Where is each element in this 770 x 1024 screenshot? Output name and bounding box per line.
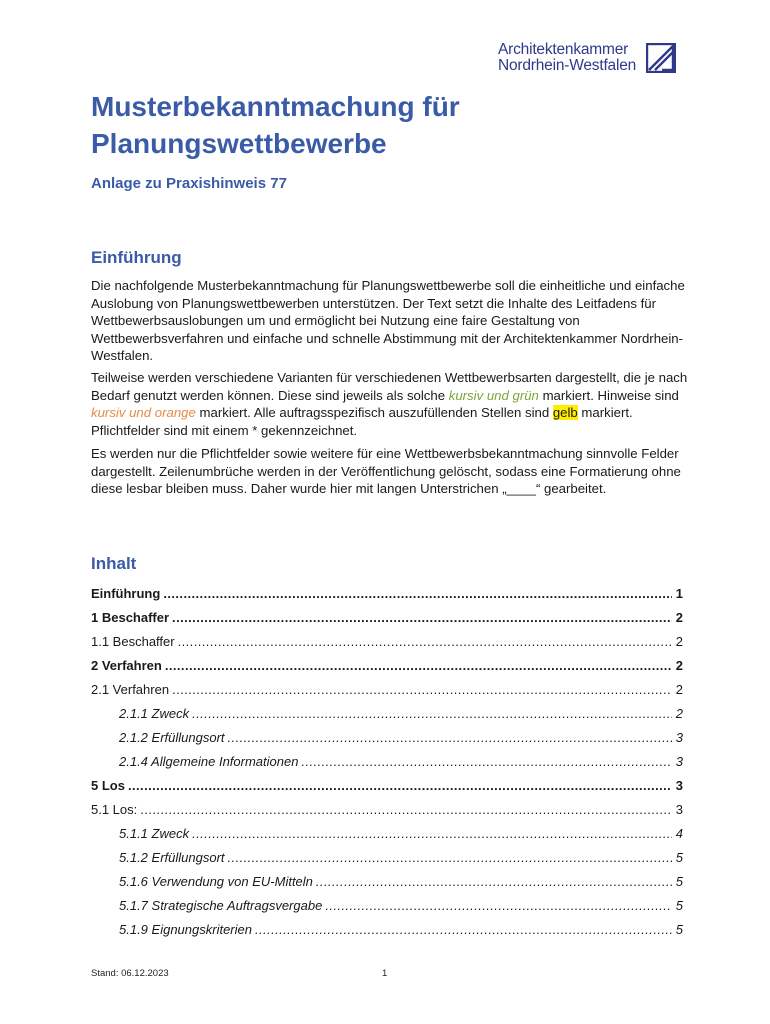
toc-entry-page: 2 <box>675 634 683 649</box>
toc-leader-dots <box>301 754 671 770</box>
toc-entry-label: 1.1 Beschaffer <box>91 634 175 649</box>
toc-leader-dots <box>163 586 671 602</box>
toc-entry[interactable] <box>91 654 683 678</box>
toc-entry-page: 4 <box>675 826 683 841</box>
toc-entry[interactable] <box>91 750 683 774</box>
toc-leader-dots <box>178 634 672 650</box>
toc-entry-label: 5.1.7 Strategische Auftragsvergabe <box>119 898 323 913</box>
toc-entry[interactable] <box>91 726 683 750</box>
toc-entry-page: 3 <box>675 802 683 817</box>
p2-yellow-text: gelb <box>552 405 578 421</box>
footer-date: Stand: 06.12.2023 <box>91 968 169 979</box>
toc-leader-dots <box>228 730 672 746</box>
toc-entry-label: 2 Verfahren <box>91 658 162 673</box>
toc-entry[interactable] <box>91 630 683 654</box>
p2-text-d: markiert. Pflichtfelder sind mit einem * gekennzeichnet. <box>91 405 633 438</box>
toc-entry[interactable] <box>91 894 683 918</box>
toc-entry-label: 5.1.1 Zweck <box>119 826 190 841</box>
toc-entry-page: 2 <box>675 706 683 721</box>
toc-entry[interactable] <box>91 918 683 942</box>
toc-leader-dots <box>192 706 672 722</box>
toc-entry-page: 5 <box>675 898 683 913</box>
intro-paragraph-1: Die nachfolgende Musterbekanntmachung für Planungswettbewerbe soll die einheitliche und einfache Auslobung von Planungswettbewerben unterstützen. Der Text setzt die Inhalte des Leitfadens für Wettbewerbsauslobungen um und ermöglicht bei Nutzung eine faire Gestaltung von Wettbewerbsverfahren und einfache und schnelle Abstimmung mit der Architektenkammer Nordrhein-Westfalen. <box>91 278 685 364</box>
toc-entry[interactable] <box>91 798 683 822</box>
toc-entry-page: 1 <box>675 586 683 601</box>
toc-leader-dots <box>140 802 672 818</box>
toc-entry[interactable] <box>91 582 683 606</box>
p2-text-b: markiert. Hinweise sind <box>538 387 679 403</box>
logo <box>498 42 682 76</box>
logo-text <box>498 42 636 74</box>
toc-entry-page: 5 <box>675 922 683 937</box>
toc-entry-label: 5.1.6 Verwendung von EU-Mitteln <box>119 874 313 889</box>
footer-page-number: 1 <box>382 968 388 979</box>
table-of-contents <box>91 582 683 942</box>
toc-entry-page: 5 <box>675 850 683 865</box>
toc-entry-page: 5 <box>675 874 683 889</box>
toc-leader-dots <box>255 922 672 938</box>
toc-leader-dots <box>172 610 672 626</box>
toc-entry-page: 3 <box>675 730 683 745</box>
toc-entry[interactable] <box>91 774 683 798</box>
intro-heading: Einführung <box>91 248 182 267</box>
toc-entry-label: 1 Beschaffer <box>91 610 170 625</box>
toc-entry[interactable] <box>91 870 683 894</box>
toc-entry-page: 3 <box>675 778 683 793</box>
p2-green-text: kursiv und grün <box>448 387 539 403</box>
toc-entry-label: 5.1.2 Erfüllungsort <box>119 850 225 865</box>
toc-leader-dots <box>325 898 671 914</box>
toc-entry[interactable] <box>91 702 683 726</box>
toc-entry-label: 2.1.4 Allgemeine Informationen <box>119 754 299 769</box>
toc-entry-page: 2 <box>675 658 683 673</box>
p2-orange-text: kursiv und orange <box>91 405 196 421</box>
intro-paragraph-3: Es werden nur die Pflichtfelder sowie weitere für eine Wettbewerbsbekanntmachung sinnvolle Felder dargestellt. Zeilenumbrüche werden in der Veröffentlichung gelöscht, sodass eine Formatierung ohne diese lesbar bleiben muss. Daher wurde hier mit langen Unterstrichen „____“ gearbeitet. <box>91 446 681 497</box>
page-title: Musterbekanntmachung für Planungswettbewerbe <box>91 91 460 159</box>
toc-entry-page: 3 <box>675 754 683 769</box>
toc-entry[interactable] <box>91 678 683 702</box>
toc-entry-page: 2 <box>675 610 683 625</box>
logo-line-2: Nordrhein-Westfalen <box>498 57 637 74</box>
toc-entry-page: 2 <box>675 682 683 697</box>
toc-entry[interactable] <box>91 846 683 870</box>
toc-entry[interactable] <box>91 822 683 846</box>
toc-leader-dots <box>228 850 672 866</box>
toc-leader-dots <box>165 658 672 674</box>
toc-leader-dots <box>192 826 672 842</box>
toc-leader-dots <box>128 778 672 794</box>
toc-entry-label: 5.1 Los: <box>91 802 138 817</box>
toc-entry-label: Einführung <box>91 586 161 601</box>
toc-leader-dots <box>172 682 672 698</box>
p2-text-c: markiert. Alle auftragsspezifisch auszufüllenden Stellen sind <box>195 405 553 421</box>
toc-entry[interactable] <box>91 606 683 630</box>
toc-entry-label: 2.1.2 Erfüllungsort <box>119 730 225 745</box>
page-subtitle: Anlage zu Praxishinweis 77 <box>91 175 287 192</box>
toc-heading: Inhalt <box>91 554 137 573</box>
chamber-logo-icon <box>646 43 676 73</box>
toc-entry-label: 2.1.1 Zweck <box>119 706 190 721</box>
toc-entry-label: 2.1 Verfahren <box>91 682 170 697</box>
intro-paragraph-2 <box>91 369 691 439</box>
toc-leader-dots <box>316 874 672 890</box>
toc-entry-label: 5.1.9 Eignungskriterien <box>119 922 252 937</box>
toc-entry-label: 5 Los <box>91 778 125 793</box>
logo-line-1: Architektenkammer <box>498 41 629 58</box>
p2-text-a: Teilweise werden verschiedene Varianten für verschiedenen Wettbewerbsarten dargestellt, die je nach Bedarf genutzt werden können. Diese sind jeweils als solche <box>91 370 688 403</box>
